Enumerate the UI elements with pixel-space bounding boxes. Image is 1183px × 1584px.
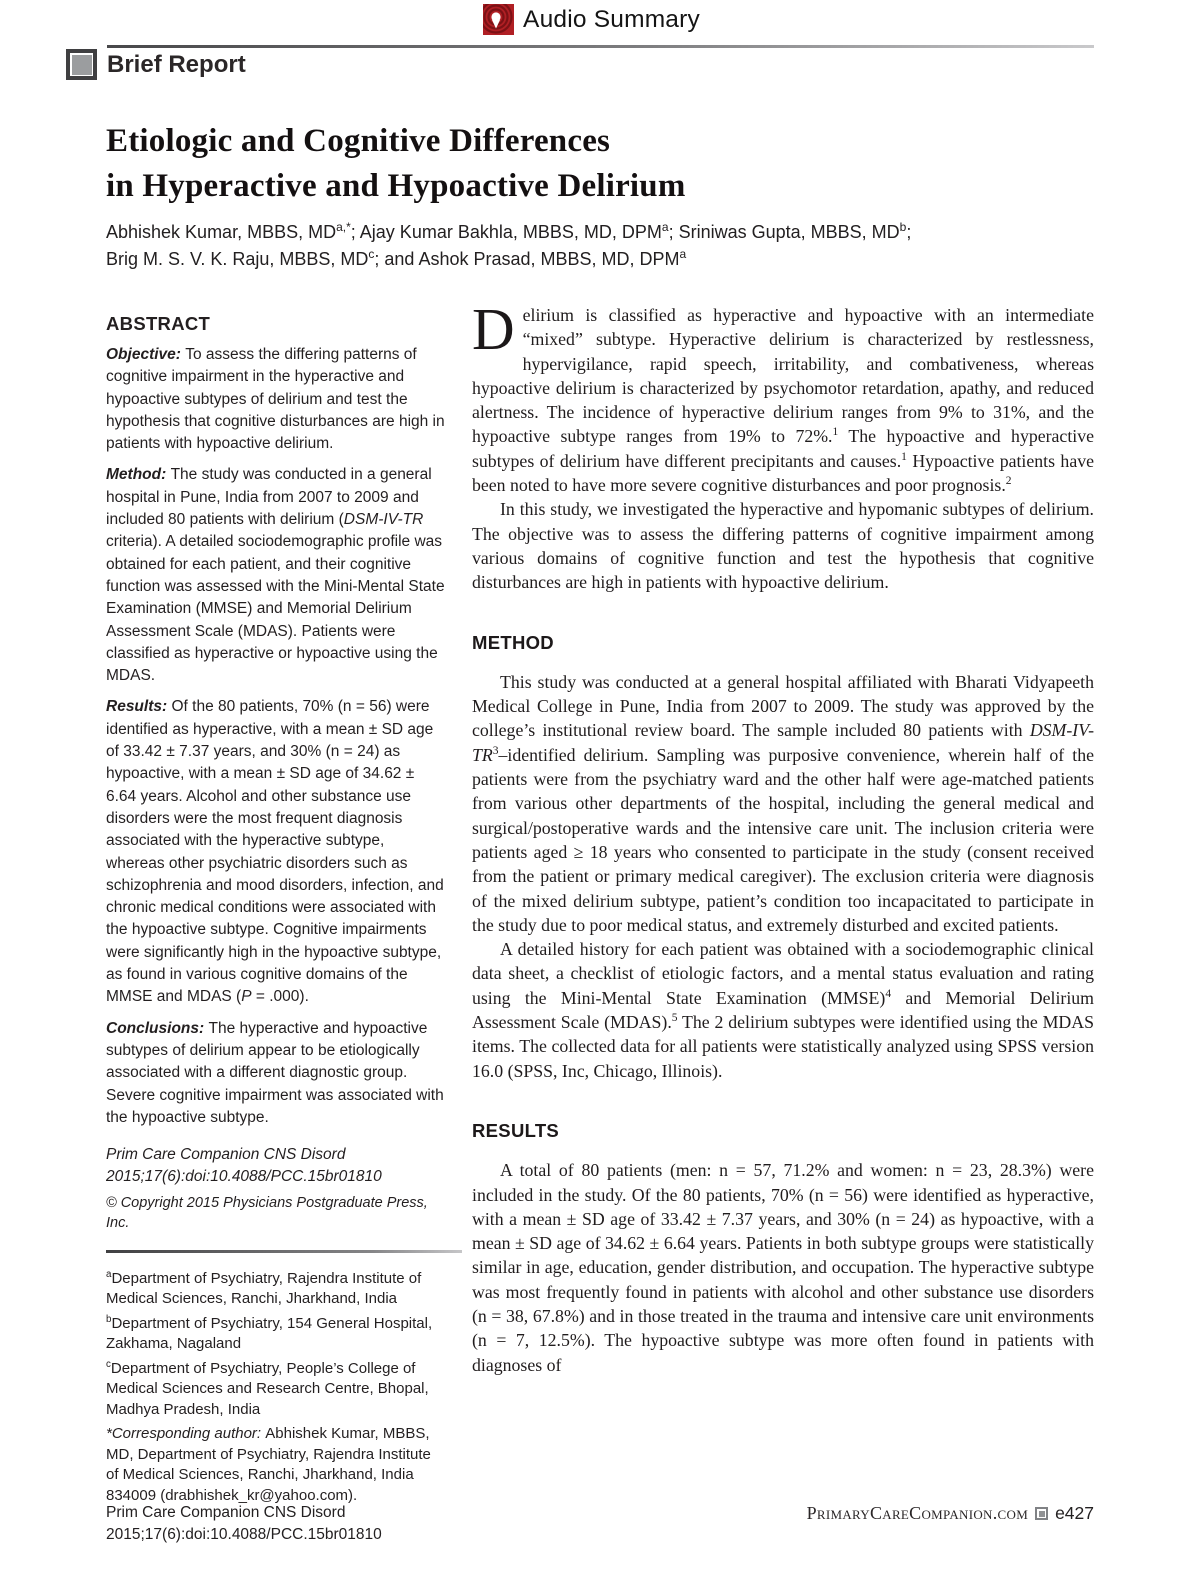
brief-report-icon: [66, 49, 97, 80]
footer-site-url: PrimaryCareCompanion.com: [806, 1503, 1029, 1523]
audio-summary-icon: [483, 4, 514, 35]
title-line-1: Etiologic and Cognitive Differences: [106, 123, 611, 159]
main-text-column: [472, 296, 1095, 1510]
intro-paragraph-2: In this study, we investigated the hyperactive and hypomanic subtypes of delirium. The objective was to assess the differing patterns of cognitive impairment among various domains of cognitive function and test the hypothesis that cognitive disturbances are high in patients with hypoactive delirium.: [472, 499, 1094, 593]
header-rule: [107, 45, 1094, 48]
author-line-2: Brig M. S. V. K. Raju, MBBS, $MD^c$; and Ashok Prasad, MBBS, MD, DPM$^a$: [106, 246, 687, 269]
footer-page-number: e427: [1055, 1503, 1094, 1523]
author-byline: [106, 219, 911, 272]
results-heading: RESULTS: [472, 1119, 560, 1141]
page-footer: [106, 1502, 1094, 1545]
title-line-2: in Hyperactive and Hypoactive Delirium: [106, 168, 686, 204]
copyright-notice: © Copyright 2015 Physicians Postgraduate Press, Inc.: [106, 1195, 428, 1232]
method-heading: METHOD: [472, 631, 554, 653]
affiliation-a: $^a$Department of Psychiatry, Rajendra Institute of Medical Sciences, Ranchi, Jharkhand, India: [106, 1268, 422, 1308]
article-type-label: Brief Report: [107, 51, 246, 78]
abstract-objective: Objective: To assess the differing patterns of cognitive impairment in the hyperactive and hypoactive subtypes of delirium and test the hypothesis that cognitive disturbances are high in patients with hypoactive delirium.: [106, 346, 445, 453]
journal-citation: Prim Care Companion CNS Disord 2015;17(6):doi:10.4088/PCC.15br01810: [106, 1146, 382, 1186]
abstract-method: Method: The study was conducted in a general hospital in Pune, India from 2007 to 2009 and included 80 patients with delirium (DSM-IV-TR criteria). A detailed sociodemographic profile was obtained for each patient, and their cognitive function was assessed with the Mini-Mental State Examination (MMSE) and Memorial Delirium Assessment Scale (MDAS). Patients were classified as hyperactive or hypoactive using the MDAS.: [106, 466, 445, 685]
author-line-1: Abhishek Kumar, MBBS, $MD^{a,*}$; Ajay Kumar Bakhla, MBBS, MD, DPM$^a$; Sriniwas Gupta, MBBS, $MD^b$;: [106, 220, 912, 242]
footer-site-info: [807, 1502, 1094, 1524]
abstract-column: [106, 303, 447, 1510]
affiliations-block: [106, 1269, 447, 1507]
page-title: [106, 119, 686, 209]
abstract-conclusions: Conclusions: The hyperactive and hypoactive subtypes of delirium appear to be etiologically associated with a different diagnostic group. Severe cognitive impairment was associated with the hypoactive subtype.: [106, 1019, 444, 1126]
affiliations-divider: [106, 1250, 462, 1253]
results-paragraph-1: A total of 80 patients (men: n = 57, 71.2% and women: n = 23, 28.3%) were included in the study. Of the 80 patients, 70% (n = 56) were identified as hyperactive, with a mean ± SD age of 33.42 ± 7.37 years, and 30% (n = 24) as hypoactive, with a mean ± SD age of 34.62 ± 6.64 years. Patients in both subtype groups were statistically similar in age, education, gender distribution, and occupation. The hyperactive subtype was most frequently found in patients with alcohol and other substance use disorders (n = 38, 67.8%) and in those treated in the trauma and intensive care unit environments (n = 7, 12.5%). The hypoactive subtype was more often found in patients with diagnoses of: [472, 1160, 1094, 1375]
intro-paragraph-1: Delirium is classified as hyperactive and hypoactive with an intermediate “mixed” subtype. Hyperactive delirium is characterized by restlessness, hypervigilance, rapid speech, irritability, and combativeness, whereas hypoactive delirium is characterized by psychomotor retardation, apathy, and reduced alertness. The incidence of hyperactive delirium ranges from 9% to 31%, and the hypoactive subtype ranges from 19% to 72%.$^1$ The hypoactive and hyperactive subtypes of delirium have different precipitants and causes.$^1$ Hypoactive patients have been noted to have more severe cognitive disturbances and poor prognosis.$^2$: [472, 296, 1094, 496]
abstract-results: Results: Of the 80 patients, 70% (n = 56) were identified as hyperactive, with a mean ± SD age of 33.42 ± 7.37 years, and 30% (n = 24) as hypoactive, with a mean ± SD age of 34.62 ± 6.64 years. Alcohol and other substance use disorders were the most frequent diagnosis associated with the hyperactive subtype, whereas other psychiatric disorders such as schizophrenia and mood disorders, infection, and chronic medical conditions were associated with the hypoactive subtype. Cognitive impairments were significantly high in the hypoactive subtype, as found in various cognitive domains of the MMSE and MDAS (P = .000).: [106, 698, 444, 1006]
footer-journal-name: Prim Care Companion CNS Disord: [106, 1504, 346, 1521]
abstract-heading: ABSTRACT: [106, 313, 211, 334]
page-marker-icon: [1035, 1507, 1048, 1520]
footer-doi: 2015;17(6):doi:10.4088/PCC.15br01810: [106, 1525, 382, 1543]
audio-summary-link[interactable]: [0, 4, 1183, 35]
corresponding-author-note: *Corresponding author: Abhishek Kumar, MBBS, MD, Department of Psychiatry, Rajendra Institute of Medical Sciences, Ranchi, Jharkhand, India 834009 (drabhishek_kr@yahoo.com).: [106, 1425, 431, 1504]
audio-summary-label: Audio Summary: [523, 5, 700, 33]
method-paragraph-2: A detailed history for each patient was obtained with a sociodemographic clinical data sheet, a checklist of etiologic factors, and a mental status evaluation and rating using the Mini-Mental State Examination (MMSE)$^4$ and Memorial Delirium Assessment Scale (MDAS).$^5$ The 2 delirium subtypes were identified using the MDAS items. The collected data for all patients were statistically analyzed using SPSS version 16.0 (SPSS, Inc, Chicago, Illinois).: [472, 939, 1095, 1081]
affiliation-b: $^b$Department of Psychiatry, 154 General Hospital, Zakhama, Nagaland: [106, 1313, 433, 1353]
method-paragraph-1: This study was conducted at a general hospital affiliated with Bharati Vidyapeeth Medical College in Pune, India from 2007 to 2009. The study was approved by the college’s institutional review board. The sample included 80 patients with DSM-$IV-TR^3$–identified delirium. Sampling was purposive convenience, wherein half of the patients were from the psychiatry ward and the other half were age-matched patients from various other departments of the hospital, including the general medical and surgical/postoperative wards and the intensive care unit. The inclusion criteria were patients aged ≥ 18 years who consented to participate in the study (consent received from the patient or primary medical caregiver). The exclusion criteria were diagnosis of the mixed delirium subtype, patient’s condition too incapacitated to participate in the study due to poor medical status, and extremely disturbed and excited patients.: [472, 671, 1094, 935]
article-body: [106, 296, 1095, 1510]
footer-journal-info: [106, 1502, 382, 1545]
affiliation-c: $^c$Department of Psychiatry, People’s College of Medical Sciences and Research Centre, Bhopal, Madhya Pradesh, India: [106, 1358, 429, 1418]
